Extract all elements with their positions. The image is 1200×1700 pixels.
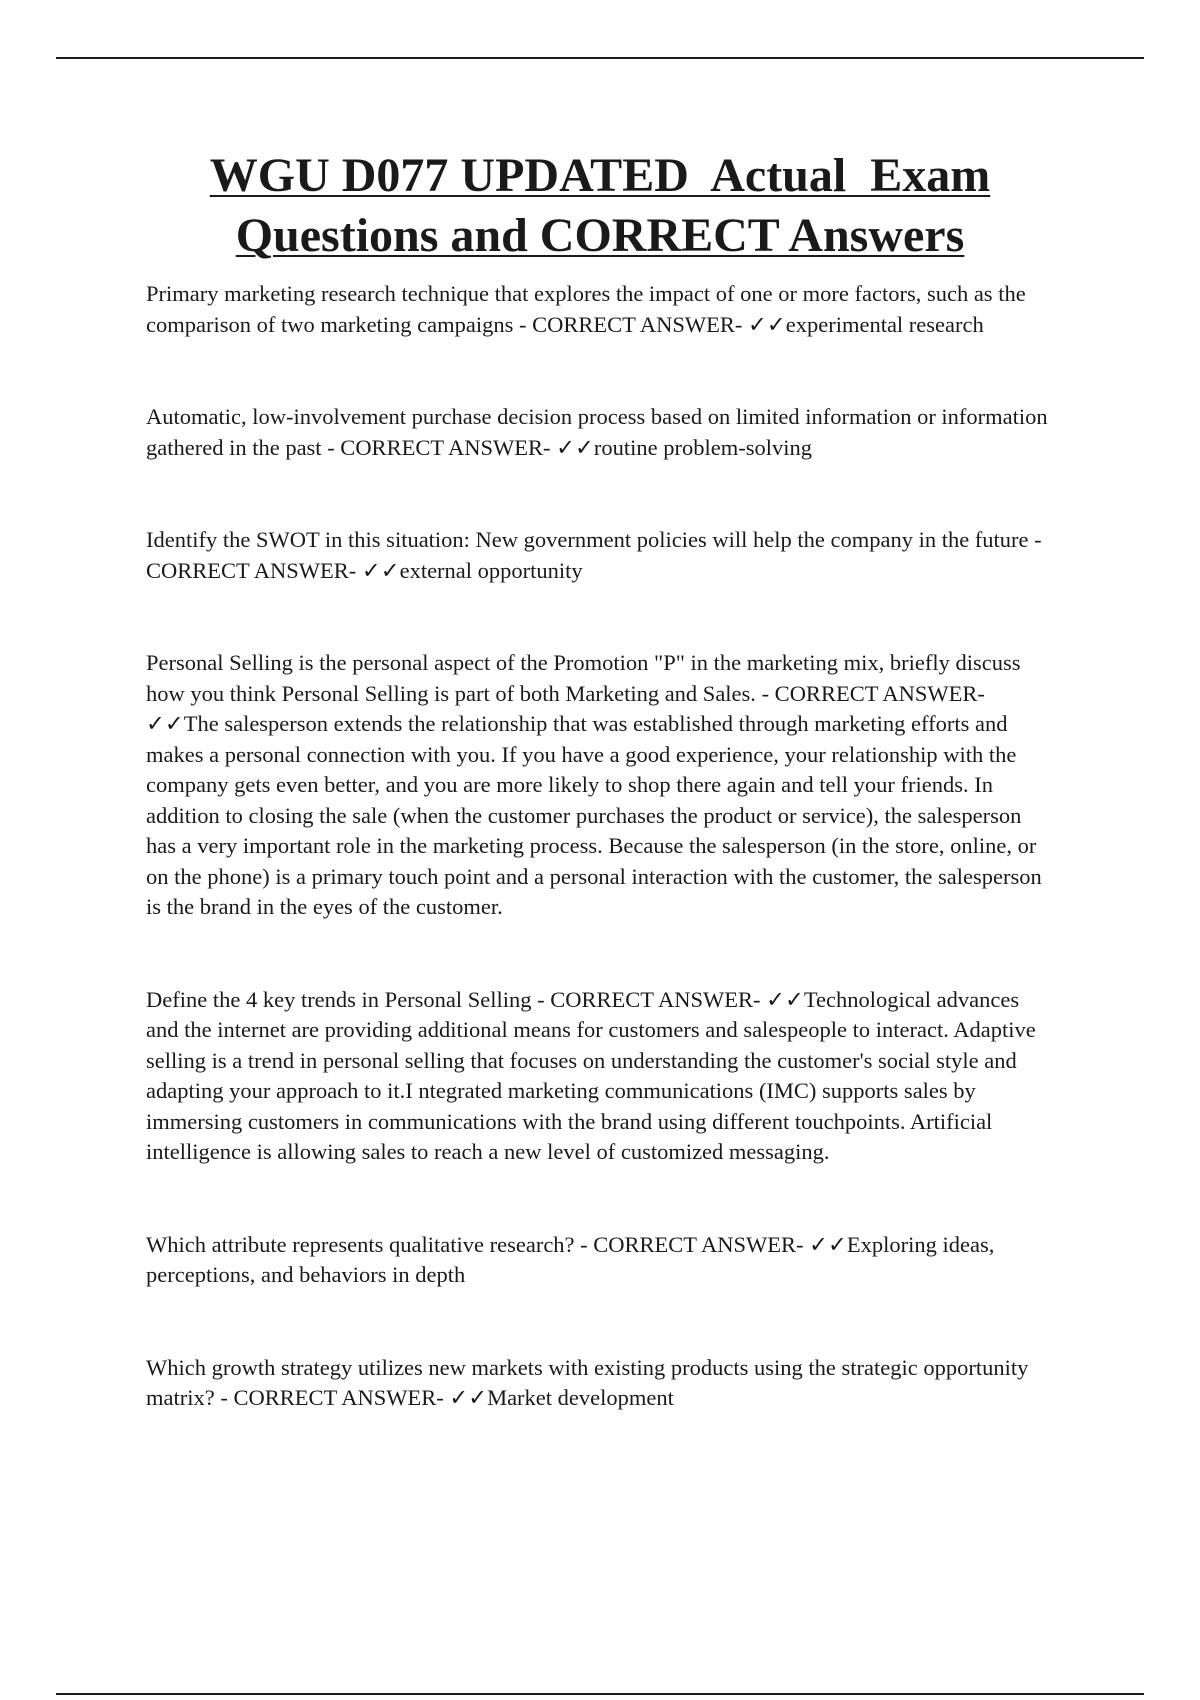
double-check-icon: ✓✓ <box>146 711 184 736</box>
answer-text: external opportunity <box>399 557 583 583</box>
answer-separator: - CORRECT ANSWER- <box>513 311 749 337</box>
answer-text: experimental research <box>785 311 984 337</box>
answer-separator: - CORRECT ANSWER- <box>214 1385 450 1410</box>
double-check-icon: ✓✓ <box>361 557 400 583</box>
question-text: Automatic, low-involvement purchase decision process based on limited information or information gathered in the past <box>146 404 1048 460</box>
answer-text: routine problem-solving <box>593 434 812 460</box>
double-check-icon: ✓✓ <box>449 1385 488 1410</box>
answer-text: The salesperson extends the relationship that was established through marketing efforts and makes a personal connection with you. If you have a good experience, your relationship with the company gets even better, and you are more likely to shop there again and tell your friends. In addition to closing the sale (when the customer purchases the product or service), the salesperson has a very important role in the marketing process. Because the salesperson (in the store, online, or on the phone) is a primary touch point and a personal interaction with the customer, the salesperson is the brand in the eyes of the customer. <box>146 711 1042 919</box>
question-text: Identify the SWOT in this situation: New government policies will help the company in the future <box>146 527 1029 552</box>
answer-text: Exploring ideas, perceptions, and behaviors in depth <box>146 1231 995 1287</box>
double-check-icon: ✓✓ <box>809 1231 847 1257</box>
question-text: Primary marketing research technique that explores the impact of one or more factors, such as the comparison of two marketing campaigns <box>146 281 1026 337</box>
answer-separator: - CORRECT ANSWER- <box>574 1231 810 1257</box>
double-check-icon: ✓✓ <box>556 434 594 460</box>
answer-separator: - CORRECT ANSWER- <box>146 527 1042 583</box>
qa-item <box>146 1353 1056 1414</box>
answer-separator: - CORRECT ANSWER- <box>755 680 985 706</box>
double-check-icon: ✓✓ <box>766 986 804 1012</box>
qa-item <box>146 279 1056 340</box>
answer-separator: - CORRECT ANSWER- <box>321 434 557 460</box>
answer-separator: - CORRECT ANSWER- <box>531 986 767 1012</box>
answer-text: Market development <box>487 1385 674 1410</box>
double-check-icon: ✓✓ <box>748 311 786 337</box>
title-line-2: Questions and CORRECT Answers <box>235 209 965 262</box>
document-title <box>0 146 1200 266</box>
qa-item <box>146 402 1056 463</box>
question-text: Define the 4 key trends in Personal Selling <box>146 986 532 1012</box>
answer-text: Technological advances and the internet are providing additional means for customers and salespeople to interact. Adaptive selling is a trend in personal selling that focuses on understanding the customer's social style and adapting your approach to it.I ntegrated marketing communications (IMC) supports sales by immersing customers in communications with the brand using different touchpoints. Artificial intelligence is allowing sales to reach a new level of customized messaging. <box>146 986 1036 1164</box>
qa-item <box>146 648 1056 923</box>
bottom-rule <box>56 1693 1144 1695</box>
question-text: Which attribute represents qualitative research? <box>146 1231 575 1257</box>
question-text: Which growth strategy utilizes new markets with existing products using the strategic opportunity matrix? <box>146 1354 1029 1410</box>
top-rule <box>56 57 1144 59</box>
title-line-1: WGU D077 UPDATED Actual Exam <box>209 149 991 202</box>
qa-item <box>146 525 1056 586</box>
qa-list <box>146 279 1056 1414</box>
qa-item <box>146 985 1056 1168</box>
qa-item <box>146 1230 1056 1291</box>
question-text: Personal Selling is the personal aspect of the Promotion "P" in the marketing mix, briefly discuss how you think Personal Selling is part of both Marketing and Sales. <box>146 650 1021 706</box>
